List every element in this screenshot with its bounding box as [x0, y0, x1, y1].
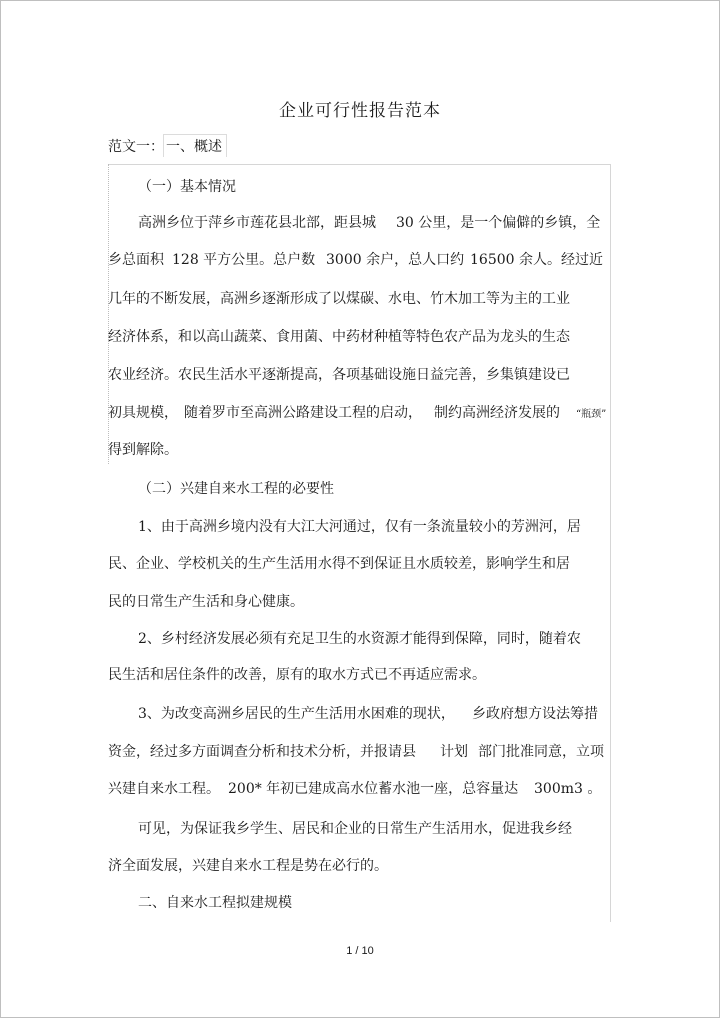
sub2-heading: （二）兴建自来水工程的必要性 [138, 481, 334, 497]
p1-line2a: 乡总面积 [108, 252, 164, 268]
sample-label: 范文一： [108, 139, 164, 155]
p2-line2: 民、企业、学校机关的生产生活用水得不到保证且水质较差，影响学生和居 [108, 556, 570, 572]
p4-line2a: 资金，经过多方面调查分析和技术分析，并报请县 [108, 744, 416, 760]
p2-line3: 民的日常生产生活和身心健康。 [108, 594, 304, 610]
p1-line1b: 30 公里，是一个偏僻的乡镇，全 [396, 215, 601, 231]
p5-line1: 可见，为保证我乡学生、居民和企业的日常生产生活用水，促进我乡经 [138, 821, 572, 837]
p4-line2b: 计划 [440, 744, 468, 760]
sub1-heading: （一）基本情况 [138, 179, 236, 195]
page-number: 1 / 10 [346, 945, 374, 957]
p1-line1a: 高洲乡位于萍乡市莲花县北部，距县城 [138, 215, 376, 231]
p1-line6c: 制约高洲经济发展的 [434, 405, 560, 421]
p1-line6b: 随着罗市至高洲公路建设工程的启动， [184, 405, 422, 421]
text-frame-top [108, 164, 610, 165]
p1-line5: 农业经济。农民生活水平逐渐提高，各项基础设施日益完善，乡集镇建设已 [108, 367, 570, 383]
p5-line2: 济全面发展，兴建自来水工程是势在必行的。 [108, 858, 388, 874]
p1-line7: 得到解除。 [108, 442, 178, 458]
p4-line3c: 300m3 。 [534, 781, 602, 797]
p3-line1: 2、乡村经济发展必须有充足卫生的水资源才能得到保障，同时，随着农 [138, 631, 581, 647]
p4-line3a: 兴建自来水工程。 [108, 781, 220, 797]
p1-line3: 几年的不断发展，高洲乡逐渐形成了以煤碳、水电、竹木加工等为主的工业 [108, 291, 570, 307]
p1-line2d: 16500 余人。经过近 [470, 252, 603, 268]
p4-line1a: 3、为改变高洲乡居民的生产生活用水困难的现状， [138, 706, 455, 722]
p1-line2c: 3000 余户，总人口约 [326, 252, 465, 268]
section2-heading: 二、自来水工程拟建规模 [138, 895, 292, 911]
p4-line1b: 乡政府想方设法筹措 [472, 706, 598, 722]
p2-line1: 1、由于高洲乡境内没有大江大河通过，仅有一条流量较小的芳洲河，居 [138, 519, 581, 535]
p1-line6a: 初具规模， [108, 405, 178, 421]
p1-line6d: “瓶颈” [576, 409, 607, 420]
p4-line2c: 部门批准同意，立项 [478, 744, 604, 760]
text-frame-right [610, 164, 611, 922]
p1-line2b: 128 平方公里。总户数 [172, 252, 316, 268]
p4-line3b: 200* 年初已建成高水位蓄水池一座，总容量达 [228, 781, 519, 797]
p3-line2: 民生活和居住条件的改善，原有的取水方式已不再适应需求。 [108, 667, 486, 683]
section1-heading: 一、概述 [166, 139, 222, 155]
document-title: 企业可行性报告范本 [279, 101, 441, 121]
p1-line4: 经济体系，和以高山蔬菜、食用菌、中药材种植等特色农产品为龙头的生态 [108, 329, 570, 345]
